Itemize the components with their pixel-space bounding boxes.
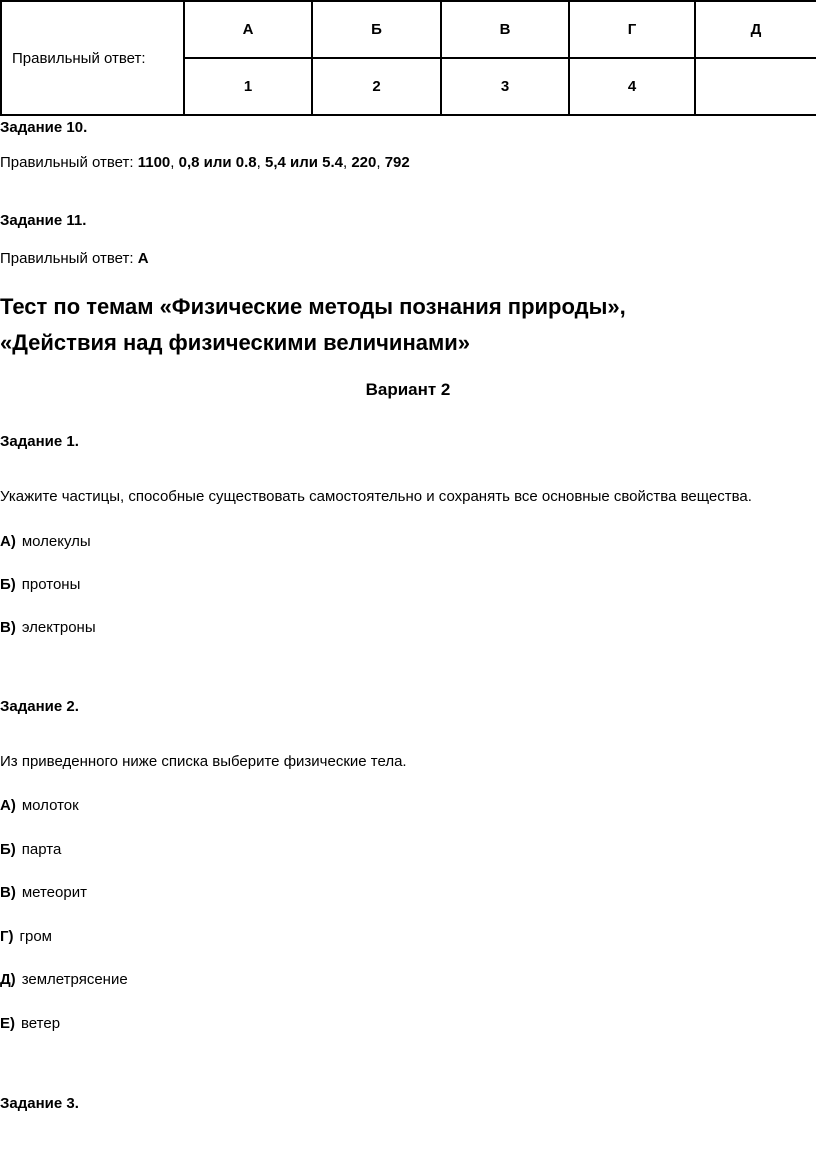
answer-table-answer-cell bbox=[695, 58, 816, 115]
task10-answer-part: 220 bbox=[351, 154, 377, 171]
answer-table-header-cell: Б bbox=[312, 1, 441, 58]
q2-option bbox=[0, 884, 87, 902]
q2-option bbox=[0, 928, 52, 946]
option-text: парта bbox=[21, 841, 62, 858]
option-text: землетрясение bbox=[21, 971, 128, 988]
task10-answer-part: 792 bbox=[384, 154, 410, 171]
option-text: электроны bbox=[21, 619, 96, 636]
option-letter: Е) bbox=[0, 1015, 15, 1032]
answer-table-header-row bbox=[1, 1, 816, 58]
option-letter: Б) bbox=[0, 841, 16, 858]
answer-table-answer-cell: 3 bbox=[441, 58, 569, 115]
q1-option bbox=[0, 576, 80, 594]
answer-table-header-cell: Д bbox=[695, 1, 816, 58]
answer-table-header-cell: Г bbox=[569, 1, 695, 58]
option-letter: В) bbox=[0, 619, 16, 636]
answer-table-label: Правильный ответ: bbox=[1, 1, 184, 115]
option-text: метеорит bbox=[21, 884, 87, 901]
q1-option bbox=[0, 533, 91, 551]
option-letter: А) bbox=[0, 797, 16, 814]
q3-heading: Задание 3. bbox=[0, 1095, 79, 1112]
task10-answer-separator: , bbox=[170, 154, 179, 171]
task10-answer bbox=[0, 154, 410, 172]
test-title-line1: Тест по темам «Физические методы познания природы», bbox=[0, 294, 626, 319]
option-letter: А) bbox=[0, 533, 16, 550]
q1-question: Укажите частицы, способные существовать самостоятельно и сохранять все основные свойства вещества. bbox=[0, 488, 752, 505]
option-letter: Д) bbox=[0, 971, 16, 988]
option-text: гром bbox=[19, 928, 52, 945]
answer-table-answer-cell: 2 bbox=[312, 58, 441, 115]
task10-answer-separator: , bbox=[376, 154, 385, 171]
variant-heading: Вариант 2 bbox=[365, 380, 451, 399]
option-letter: Б) bbox=[0, 576, 16, 593]
task11-answer-prefix: Правильный ответ: bbox=[0, 250, 134, 267]
task10-answer-part: 5,4 или 5.4 bbox=[264, 154, 343, 171]
task10-answer-part: 1100 bbox=[137, 154, 171, 171]
task10-answer-prefix: Правильный ответ: bbox=[0, 154, 134, 171]
q2-heading: Задание 2. bbox=[0, 698, 79, 715]
answer-table-answer-cell: 1 bbox=[184, 58, 312, 115]
task11-answer bbox=[0, 250, 149, 268]
q2-question: Из приведенного ниже списка выберите физические тела. bbox=[0, 753, 407, 770]
test-title-line2: «Действия над физическими величинами» bbox=[0, 330, 471, 355]
answer-table-header-cell: А bbox=[184, 1, 312, 58]
q2-option bbox=[0, 841, 61, 859]
task11-answer-value: А bbox=[137, 250, 149, 267]
option-letter: Г) bbox=[0, 928, 14, 945]
option-text: молекулы bbox=[21, 533, 91, 550]
q1-heading: Задание 1. bbox=[0, 433, 79, 450]
task10-answer-part: 0,8 или 0.8 bbox=[178, 154, 257, 171]
q2-option bbox=[0, 797, 79, 815]
q2-option bbox=[0, 1015, 60, 1033]
task10-answer-separator: , bbox=[343, 154, 352, 171]
option-text: ветер bbox=[21, 1015, 61, 1032]
answer-table-header-cell: В bbox=[441, 1, 569, 58]
task10-heading: Задание 10. bbox=[0, 119, 88, 136]
q1-option bbox=[0, 619, 96, 637]
task11-heading: Задание 11. bbox=[0, 212, 87, 229]
answer-table bbox=[0, 0, 816, 116]
option-text: молоток bbox=[21, 797, 79, 814]
answer-table-answer-cell: 4 bbox=[569, 58, 695, 115]
option-letter: В) bbox=[0, 884, 16, 901]
task10-answer-separator: , bbox=[256, 154, 265, 171]
q2-option bbox=[0, 971, 128, 989]
option-text: протоны bbox=[21, 576, 81, 593]
